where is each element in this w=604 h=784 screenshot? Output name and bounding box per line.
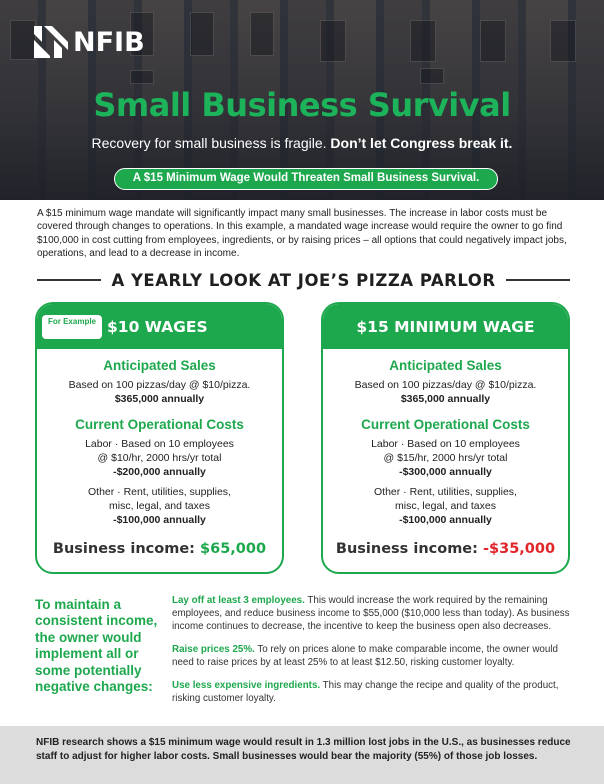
footer-text: NFIB research shows a $15 minimum wage would result in 1.3 million lost jobs in the U.S., as businesses reduce staff to adjust for higher labor costs. Small businesses would bear the majority (55%) of those job losses.: [36, 737, 571, 762]
headline-banner: A $15 Minimum Wage Would Threaten Small Business Survival.: [114, 168, 498, 190]
scenario-card-15-minimum-wage: [321, 302, 570, 574]
sales-description: Based on 100 pizzas/day @ $10/pizza.: [354, 379, 537, 391]
other-line-1: Other · Rent, utilities, supplies,: [374, 486, 517, 498]
option-text: To rely on prices alone to make comparable income, the owner would need to raise prices by at least 25% to at least $12.50, risking customer loyalty.: [172, 644, 558, 668]
background-window: [190, 12, 214, 56]
sales-heading: Anticipated Sales: [389, 358, 502, 373]
background-window: [420, 68, 444, 84]
card-title: $15 MINIMUM WAGE: [356, 317, 535, 336]
page-subtitle: [0, 135, 604, 151]
other-line-1: Other · Rent, utilities, supplies,: [88, 486, 231, 498]
sales-heading: Anticipated Sales: [103, 358, 216, 373]
background-window: [320, 20, 346, 62]
card-body: [37, 349, 282, 557]
subtitle-regular: Recovery for small business is fragile.: [91, 135, 327, 151]
card-title: $10 WAGES: [107, 317, 208, 336]
nfib-logo[interactable]: [34, 26, 145, 58]
background-window: [10, 20, 36, 60]
background-window: [250, 12, 274, 56]
card-header: [37, 304, 282, 349]
divider: [37, 279, 101, 281]
intro-paragraph: A $15 minimum wage mandate will significantly impact many small businesses. The increase in labor costs must be covered through changes to operations. In this example, a mandated wage increase would require the owner to go find $100,000 in cost cutting from employees, ingredients, or by raising prices – all options that could negatively impact jobs, operations, and lead to a decrease in income.: [37, 208, 567, 259]
income-label: Business income:: [335, 541, 478, 557]
option-layoffs: [172, 594, 572, 633]
option-text: This would increase the work required by the remaining employees, and reduce business income to $55,000 ($10,000 less than today). As business income continues to decrease, the incentive to keep the business open also decreases.: [172, 595, 570, 632]
maintain-income-callout: To maintain a consistent income, the owner would implement all or some potentially negative changes:: [35, 597, 158, 695]
option-raise-prices: [172, 643, 572, 669]
divider: [506, 279, 570, 281]
other-line-2: misc, legal, and taxes: [109, 500, 210, 512]
background-window: [130, 70, 154, 84]
costs-heading: Current Operational Costs: [361, 417, 530, 432]
subtitle-bold: Don’t let Congress break it.: [330, 135, 513, 151]
income-value: $65,000: [200, 541, 267, 557]
labor-line-1: Labor · Based on 10 employees: [85, 438, 234, 450]
other-value: -$100,000 annually: [399, 514, 492, 526]
logo-text: NFIB: [73, 26, 145, 58]
labor-value: -$200,000 annually: [113, 466, 206, 478]
sales-description: Based on 100 pizzas/day @ $10/pizza.: [68, 379, 251, 391]
option-text: This may change the recipe and quality of the product, risking customer loyalty.: [172, 680, 559, 704]
options-list: [172, 594, 572, 715]
sales-value: $365,000 annually: [114, 393, 205, 405]
option-ingredients: [172, 679, 572, 705]
labor-line-2: @ $10/hr, 2000 hrs/yr total: [97, 452, 222, 464]
card-body: [323, 349, 568, 557]
option-lead: Use less expensive ingredients.: [172, 680, 321, 691]
background-window: [550, 20, 576, 62]
background-window: [480, 20, 506, 62]
labor-line-2: @ $15/hr, 2000 hrs/yr total: [383, 452, 508, 464]
option-lead: Raise prices 25%.: [172, 644, 255, 655]
for-example-tag: For Example: [42, 315, 102, 339]
costs-heading: Current Operational Costs: [75, 417, 244, 432]
background-window: [410, 20, 436, 62]
section-title: A YEARLY LOOK AT JOE’S PIZZA PARLOR: [111, 270, 496, 290]
business-income: [37, 541, 282, 557]
business-income: [323, 541, 568, 557]
section-heading: [37, 268, 570, 292]
scenario-card-10-wages: [35, 302, 284, 574]
other-value: -$100,000 annually: [113, 514, 206, 526]
other-line-2: misc, legal, and taxes: [395, 500, 496, 512]
sales-value: $365,000 annually: [400, 393, 491, 405]
income-value: -$35,000: [483, 541, 556, 557]
labor-value: -$300,000 annually: [399, 466, 492, 478]
footer-note: [0, 726, 604, 784]
income-label: Business income:: [52, 541, 195, 557]
card-header: [323, 304, 568, 349]
labor-line-1: Labor · Based on 10 employees: [371, 438, 520, 450]
page-title: Small Business Survival: [93, 86, 511, 124]
nfib-logo-mark-icon: [34, 26, 68, 58]
option-lead: Lay off at least 3 employees.: [172, 595, 305, 606]
